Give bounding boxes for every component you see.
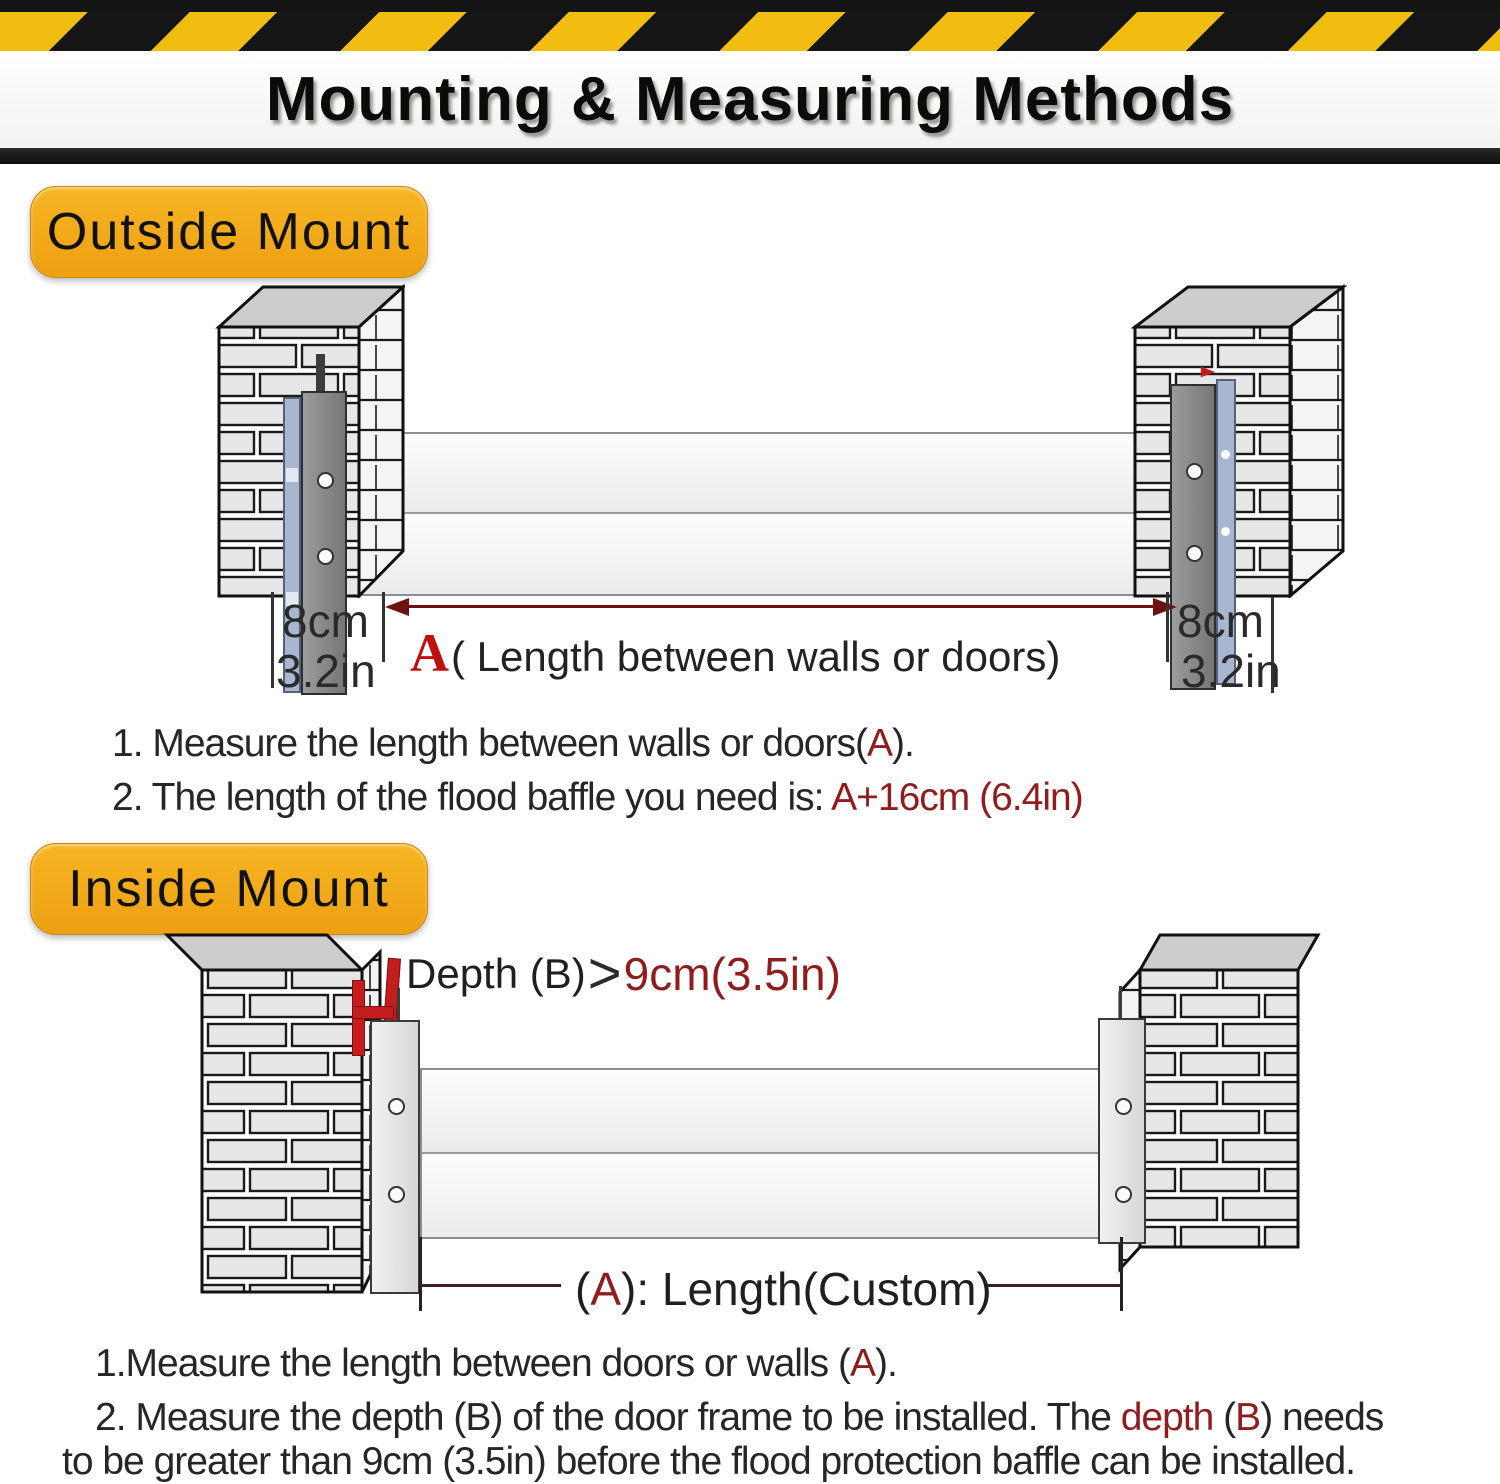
greater-than-sign: > (587, 941, 622, 1006)
outside-mount-badge-label: Outside Mount (46, 203, 412, 261)
dim-8cm-right: 8cm (1177, 595, 1264, 647)
dim-8cm-left: 8cm (282, 595, 369, 647)
barrier-panel-bottom (347, 514, 1174, 594)
inside-step-1 (95, 1342, 897, 1386)
barrier-panel-bottom (422, 1154, 1100, 1238)
pillar-side-face (359, 287, 403, 596)
barrier-panel-top (422, 1070, 1100, 1154)
pillar-top-face (167, 935, 362, 970)
outside-step-1 (112, 722, 914, 766)
outside-step2-highlight: A+16cm (6.4in) (831, 776, 1083, 819)
dim-line-left (421, 1284, 561, 1287)
span-a-var: A (410, 623, 449, 683)
seal-dot (1221, 527, 1230, 536)
inside-step-2-line2 (62, 1440, 1355, 1484)
brick-pillar-outside-right (1131, 283, 1347, 598)
screw-hole (1186, 545, 1203, 562)
outside-step2-text: 2. The length of the flood baffle you need is: (112, 776, 832, 819)
screw-hole (1115, 1186, 1132, 1203)
inside-mount-badge (30, 843, 428, 935)
inside-step2-end: ) needs (1260, 1396, 1384, 1439)
length-label-var: A (590, 1263, 622, 1315)
strip-pin-right (1119, 986, 1122, 1020)
pillar-front-face (1140, 970, 1298, 1247)
screw-hole (1186, 463, 1203, 480)
inside-mount-badge-label: Inside Mount (68, 860, 390, 918)
dimension-arrow-line (404, 605, 1158, 608)
seal-dot (1221, 450, 1230, 459)
outside-mount-badge (30, 186, 428, 278)
depth-marker-crossbar (352, 1006, 394, 1019)
mount-strip-left (370, 1020, 420, 1294)
inside-step2-text: 2. Measure the depth (B) of the door frame to be installed. The (95, 1396, 1121, 1439)
outside-step1-text: 1. Measure the length between walls or doors( (112, 722, 867, 765)
outside-step-2 (112, 776, 1083, 820)
depth-label-red: 9cm(3.5in) (623, 947, 841, 1000)
screw-hole (1115, 1098, 1132, 1115)
inside-step1-text: 1.Measure the length between doors or walls ( (95, 1342, 850, 1385)
dim-32in-left: 3.2in (276, 645, 376, 697)
barrier-panel-top (347, 434, 1174, 514)
pillar-side-face (1290, 287, 1343, 596)
dim-32in-right: 3.2in (1181, 645, 1281, 697)
seal-tab (286, 468, 298, 482)
pillar-front-face (202, 970, 362, 1292)
depth-label (406, 940, 841, 1007)
page-title: Mounting & Measuring Methods (265, 65, 1235, 134)
mount-strip-right (1098, 1018, 1146, 1244)
dim-line-right (985, 1284, 1121, 1287)
flood-barrier-outside (345, 432, 1176, 596)
inside-step1-end: ). (874, 1342, 897, 1385)
inside-step1-var: A (849, 1342, 875, 1385)
inside-step2-line2-text: to be greater than 9cm (3.5in) before the flood protection baffle can be installed. (62, 1440, 1355, 1483)
screw-hole (317, 472, 334, 489)
dim-tick (1120, 1237, 1123, 1311)
outside-step1-end: ). (891, 722, 914, 765)
dim-tick (1166, 592, 1169, 662)
inside-step2-mid: ( (1213, 1396, 1236, 1439)
length-label-post: ): Length(Custom) (621, 1263, 992, 1315)
inside-step2-red2: B (1235, 1396, 1261, 1439)
header-bottom-bar (0, 148, 1500, 164)
screw-hole (388, 1186, 405, 1203)
warning-tape-stripes (0, 12, 1500, 51)
red-pointer-icon (1201, 367, 1215, 378)
arrow-head-left-icon (385, 598, 409, 616)
dim-tick (419, 1237, 422, 1311)
span-a-rest: ( Length between walls or doors) (451, 633, 1061, 680)
screw-hole (317, 548, 334, 565)
arrow-head-right-icon (1153, 598, 1177, 616)
outside-step1-var: A (866, 722, 892, 765)
length-label-pre: ( (575, 1263, 591, 1315)
depth-label-black: Depth (B) (406, 949, 586, 997)
title-band (0, 51, 1500, 148)
strip-pin-left (397, 988, 400, 1022)
bracket-pin-left (316, 354, 325, 396)
dim-tick (271, 592, 274, 688)
pillar-top-face (1140, 935, 1318, 970)
length-custom-label (575, 1262, 992, 1316)
screw-hole (388, 1098, 405, 1115)
inside-step2-red1: depth (1120, 1396, 1214, 1439)
inside-step-2-line1 (95, 1396, 1383, 1440)
flood-barrier-inside (420, 1068, 1102, 1239)
span-a-label (410, 622, 1060, 684)
